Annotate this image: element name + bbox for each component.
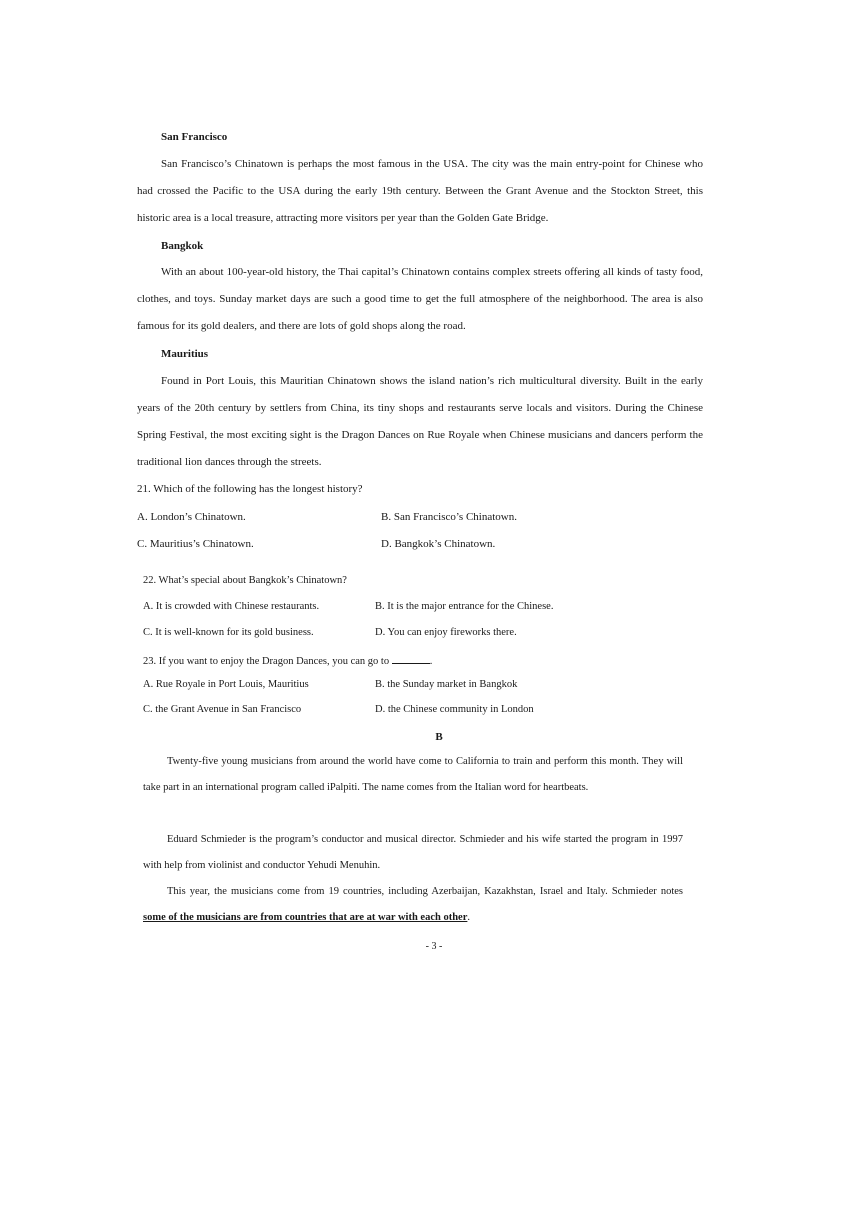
- section-heading-mauritius: Mauritius: [161, 348, 209, 360]
- section-heading-bangkok: Bangkok: [161, 240, 204, 252]
- question-21-option-d[interactable]: D. Bangkok’s Chinatown.: [381, 538, 496, 550]
- question-23-option-a[interactable]: A. Rue Royale in Port Louis, Mauritius: [143, 679, 309, 690]
- question-23-stem-text: 23. If you want to enjoy the Dragon Dances, you can go to: [143, 656, 390, 667]
- question-23-option-b[interactable]: B. the Sunday market in Bangkok: [375, 679, 518, 690]
- question-23-stem: [143, 653, 432, 667]
- page-number: - 3 -: [425, 941, 443, 952]
- paragraph-end: .: [467, 912, 471, 923]
- answer-blank: [392, 653, 430, 664]
- question-23-option-d[interactable]: D. the Chinese community in London: [375, 704, 534, 715]
- question-22-option-a[interactable]: A. It is crowded with Chinese restaurants.: [143, 601, 320, 612]
- paragraph-text: Found in Port Louis, this Mauritian Chinatown shows the island nation’s rich multicultural diversity. Built in the early years of the 20th century by settlers from China, its tiny shops and restaurants serve locals and visitors. During the Chinese Spring Festival, the most exciting sight is the Dragon Dances on Rue Royale when Chinese musicians and dancers perform the traditional lion dances through the streets.: [137, 375, 703, 468]
- question-21-option-b[interactable]: B. San Francisco’s Chinatown.: [381, 511, 517, 523]
- question-22-stem: 22. What’s special about Bangkok’s Chinatown?: [143, 575, 347, 586]
- passage-b-paragraph-2: [143, 827, 683, 879]
- question-21-stem: 21. Which of the following has the longest history?: [137, 483, 363, 495]
- paragraph-text: Eduard Schmieder is the program’s conductor and musical director. Schmieder and his wife started the program in 1997 with help from violinist and conductor Yehudi Menuhin.: [143, 834, 683, 871]
- paragraph-text: Twenty-five young musicians from around the world have come to California to train and perform this month. They will take part in an international program called iPalpiti. The name comes from the Italian word for heartbeats.: [143, 756, 683, 793]
- paragraph-mauritius: [137, 368, 703, 476]
- paragraph-text: San Francisco’s Chinatown is perhaps the most famous in the USA. The city was the main entry-point for Chinese who had crossed the Pacific to the USA during the early 19th century. Between the Grant Avenue and the Stockton Street, this historic area is a local treasure, attracting more visitors per year than the Golden Gate Bridge.: [137, 158, 703, 224]
- paragraph-text: This year, the musicians come from 19 countries, including Azerbaijan, Kazakhstan, Israel and Italy. Schmieder notes: [167, 886, 683, 897]
- question-21-option-c[interactable]: C. Mauritius’s Chinatown.: [137, 538, 254, 550]
- passage-b-label: B: [435, 731, 443, 743]
- passage-b-paragraph-1: [143, 749, 683, 801]
- paragraph-bangkok: [137, 259, 703, 340]
- question-22-option-b[interactable]: B. It is the major entrance for the Chinese.: [375, 601, 554, 612]
- section-heading-san-francisco: San Francisco: [161, 131, 228, 143]
- underlined-phrase: some of the musicians are from countries that are at war with each other: [143, 912, 468, 923]
- question-22-option-d[interactable]: D. You can enjoy fireworks there.: [375, 627, 517, 638]
- paragraph-san-francisco: [137, 151, 703, 232]
- paragraph-text: With an about 100-year-old history, the Thai capital’s Chinatown contains complex streets offering all kinds of tasty food, clothes, and toys. Sunday market days are such a good time to get the full atmosphere of the neighborhood. The area is also famous for its gold dealers, and there are lots of gold shops along the road.: [137, 266, 703, 332]
- question-23-option-c[interactable]: C. the Grant Avenue in San Francisco: [143, 704, 302, 715]
- passage-b-paragraph-3: [143, 879, 683, 931]
- question-21-option-a[interactable]: A. London’s Chinatown.: [137, 511, 246, 523]
- question-22-option-c[interactable]: C. It is well-known for its gold business.: [143, 627, 314, 638]
- question-23-stem-end: .: [429, 656, 433, 667]
